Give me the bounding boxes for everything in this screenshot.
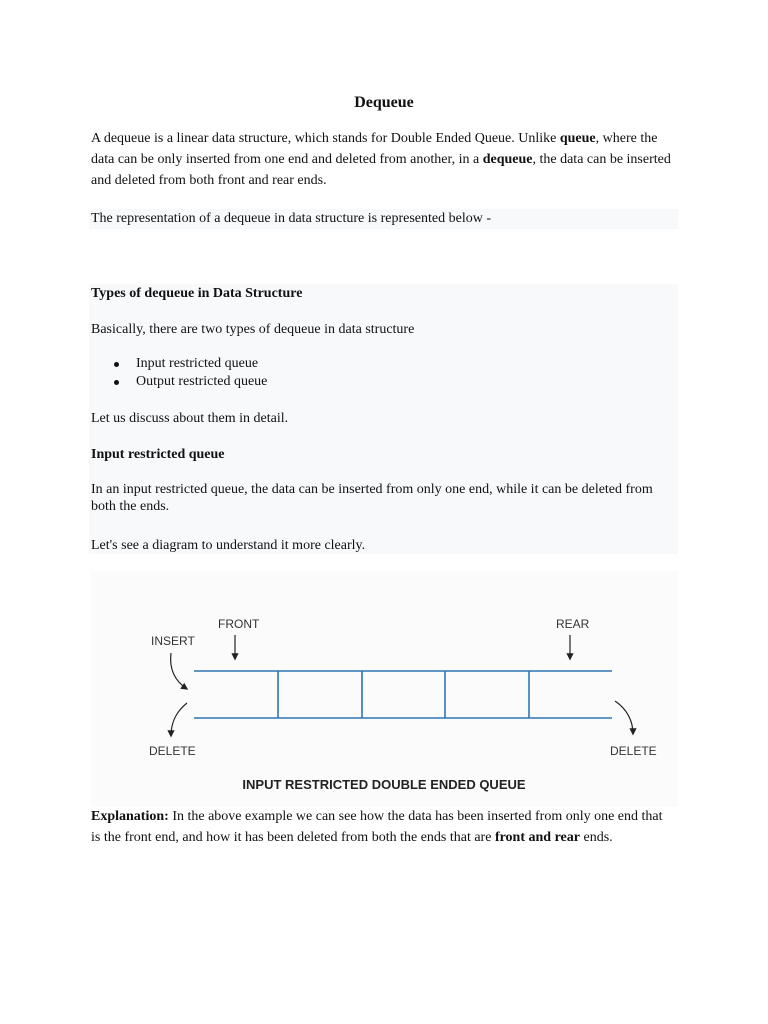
delete-right-label: DELETE (610, 744, 657, 758)
list-item: Output restricted queue (110, 373, 267, 391)
list-item: Input restricted queue (110, 355, 267, 373)
delete-left-label: DELETE (149, 744, 196, 758)
intro-text-2: , where the data can be only inserted from one end and deleted from another, in a (91, 131, 658, 167)
types-heading: Types of dequeue in Data Structure (91, 286, 303, 301)
discuss-paragraph: Let us discuss about them in detail. (91, 411, 289, 426)
input-restricted-heading: Input restricted queue (91, 447, 225, 462)
queue-cells (194, 671, 612, 718)
intro-bold-dequeue: dequeue (482, 152, 533, 167)
insert-curve-arrow (171, 653, 187, 689)
delete-left-curve-arrow (171, 703, 187, 736)
front-label: FRONT (218, 617, 260, 631)
delete-right-curve-arrow (615, 701, 633, 734)
types-list (110, 355, 267, 391)
intro-text-1: A dequeue is a linear data structure, which stands for Double Ended Queue. Unlike (91, 131, 560, 146)
explanation-bold-ends: front and rear (494, 830, 580, 845)
page-title: Dequeue (354, 94, 414, 111)
diagram-intro-paragraph: Let's see a diagram to understand it more clearly. (91, 538, 366, 553)
representation-paragraph: The representation of a dequeue in data structure is represented below - (91, 211, 491, 226)
explanation-paragraph (91, 806, 671, 848)
explanation-text-1: In the above example we can see how the data has been inserted from only one end that is the front end, and how it has been deleted from both the ends that are (91, 809, 663, 845)
types-intro-paragraph: Basically, there are two types of dequeue in data structure (91, 322, 415, 337)
explanation-label: Explanation: (91, 809, 169, 824)
rear-label: REAR (556, 617, 590, 631)
diagram-caption: INPUT RESTRICTED DOUBLE ENDED QUEUE (242, 777, 526, 792)
intro-paragraph (91, 128, 671, 191)
intro-text-3: , the data can be inserted and deleted from both front and rear ends. (91, 152, 671, 188)
explanation-text-2: ends. (579, 830, 613, 845)
input-restricted-paragraph: In an input restricted queue, the data can be inserted from only one end, while it can be deleted from both the ends. (91, 482, 653, 514)
queue-diagram (91, 571, 678, 807)
insert-label: INSERT (151, 634, 195, 648)
queue-diagram-svg (91, 571, 678, 807)
intro-bold-queue: queue (559, 131, 596, 146)
